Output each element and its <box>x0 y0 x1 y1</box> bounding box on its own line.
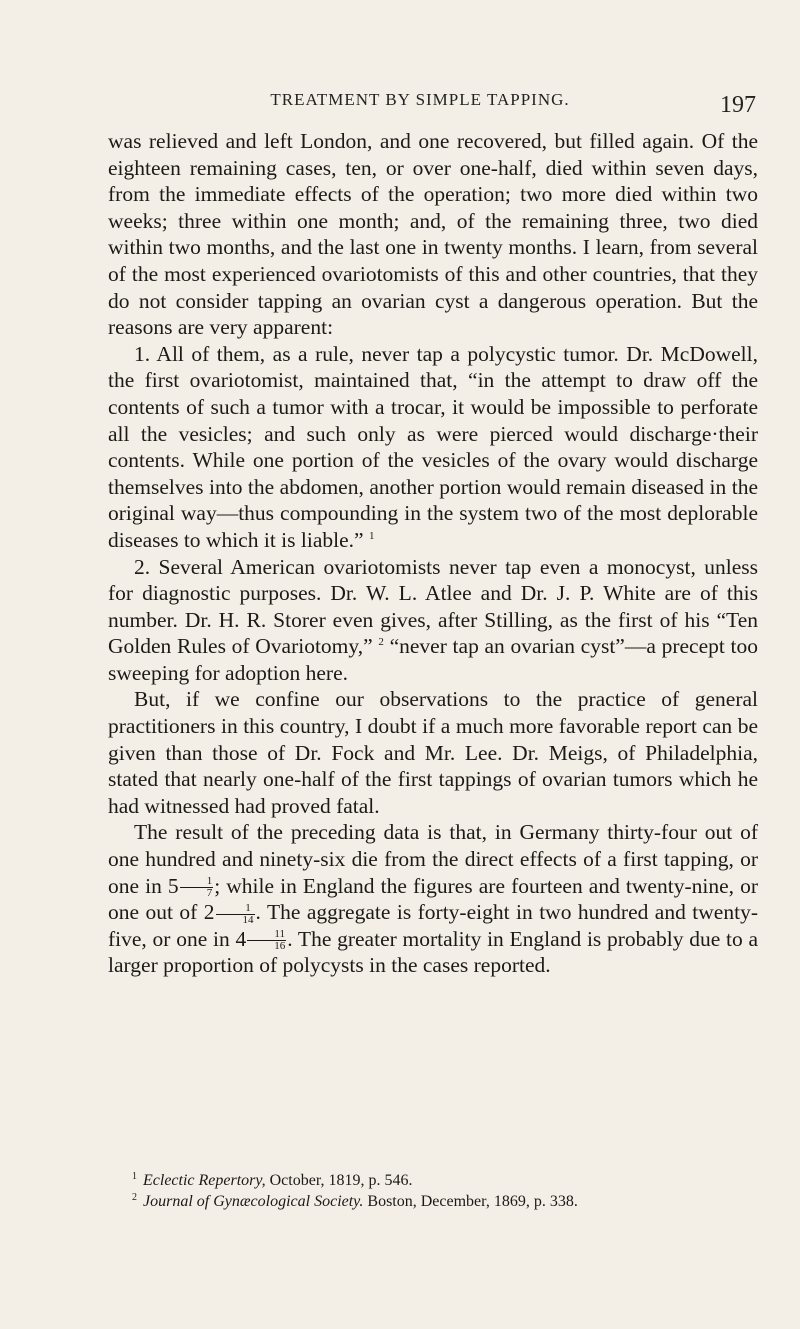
fraction-2-numerator: 1 <box>216 903 255 915</box>
paragraph-5 <box>108 819 758 979</box>
footnote-1 <box>132 1170 772 1191</box>
fraction-3-denominator: 16 <box>274 940 286 953</box>
footnote-1-rest: October, 1819, p. 546. <box>265 1172 413 1189</box>
fraction-3-numerator: 11 <box>247 929 286 941</box>
paragraph-1 <box>108 128 758 341</box>
paragraph-3 <box>108 554 758 687</box>
paragraph-5-text-b: ; while in England the figures are fourteen and twenty-nine, or one out of 2 <box>108 873 758 925</box>
footnote-ref-2: 2 <box>378 636 384 649</box>
paragraph-5-text-c: . The aggregate is forty-eight in two hundred and twenty-five, or one in 4 <box>108 900 758 951</box>
paragraph-2-text: 1. All of them, as a rule, never tap a polycystic tumor. Dr. McDowell, the first ovariotomist, maintained that, “in the attempt to draw off the contents of such a tumor with a trocar, it would be impossible to perforate all the vesicles; and such only as were pierced would discharge·their contents. While one portion of the vesicles of the ovary would discharge themselves into the abdomen, another portion would remain diseased in the original way—thus compounding in the system two of the most deplorable diseases to which it is liable.” <box>108 341 758 552</box>
footnote-2-title: Journal of Gynæcological Society. <box>143 1193 364 1210</box>
running-title: TREATMENT BY SIMPLE TAPPING. <box>270 90 570 109</box>
paragraph-1-text: was relieved and left London, and one recovered, but filled again. Of the eighteen remaining cases, ten, or over one-half, died within seven days, from the immediate effects of the operation; two more died within two weeks; three within one month; and, of the remaining three, two died within two months, and the last one in twenty months. I learn, from several of the most experienced ovariotomists of this and other countries, that they do not consider tapping an ovarian cyst a dangerous operation. But the reasons are very apparent: <box>108 129 758 340</box>
paragraph-4-text: But, if we confine our observations to the practice of general practitioners in this country, I doubt if a much more favorable report can be given than those of Dr. Fock and Mr. Lee. Dr. Meigs, of Philadelphia, stated that nearly one-half of the first tappings of ovarian tumors which he had witnessed had proved fatal. <box>108 687 758 818</box>
fraction-2-denominator: 14 <box>242 913 254 926</box>
footnote-2-rest: Boston, December, 1869, p. 338. <box>363 1193 578 1210</box>
fraction-1-numerator: 1 <box>180 876 214 888</box>
paragraph-3-text-a: 2. Several American ovariotomists never tap even a monocyst, unless for diagnostic purposes. Dr. W. L. Atlee and Dr. J. P. White are of this number. Dr. H. R. Storer even gives, after Stilling, as the first of his “Ten Golden Rules of Ovariotomy,” <box>108 554 758 659</box>
fraction-1 <box>180 876 214 899</box>
footnote-2-number: 2 <box>132 1191 137 1203</box>
paragraph-3-text-b: “never tap an ovarian cyst”—a precept too sweeping for adoption here. <box>108 634 758 685</box>
footnote-1-number: 1 <box>132 1170 137 1182</box>
footnotes <box>132 1170 772 1212</box>
footnote-2 <box>132 1191 772 1212</box>
body-text <box>108 128 758 979</box>
fraction-1-denominator: 7 <box>206 887 213 900</box>
page-number: 197 <box>720 92 756 118</box>
paragraph-5-text-a: The result of the preceding data is that, in Germany thirty-four out of one hundred and ninety-six die from the direct effects of a first tapping, or one in 5 <box>108 820 758 898</box>
fraction-2 <box>216 903 255 926</box>
paragraph-4 <box>108 686 758 819</box>
fraction-3 <box>247 929 286 952</box>
paragraph-2 <box>108 341 758 554</box>
footnote-1-title: Eclectic Repertory, <box>143 1172 266 1189</box>
footnote-ref-1: 1 <box>368 529 375 542</box>
paragraph-5-text-d: . The greater mortality in England is probably due to a larger proportion of polycysts in the cases reported. <box>108 926 758 978</box>
